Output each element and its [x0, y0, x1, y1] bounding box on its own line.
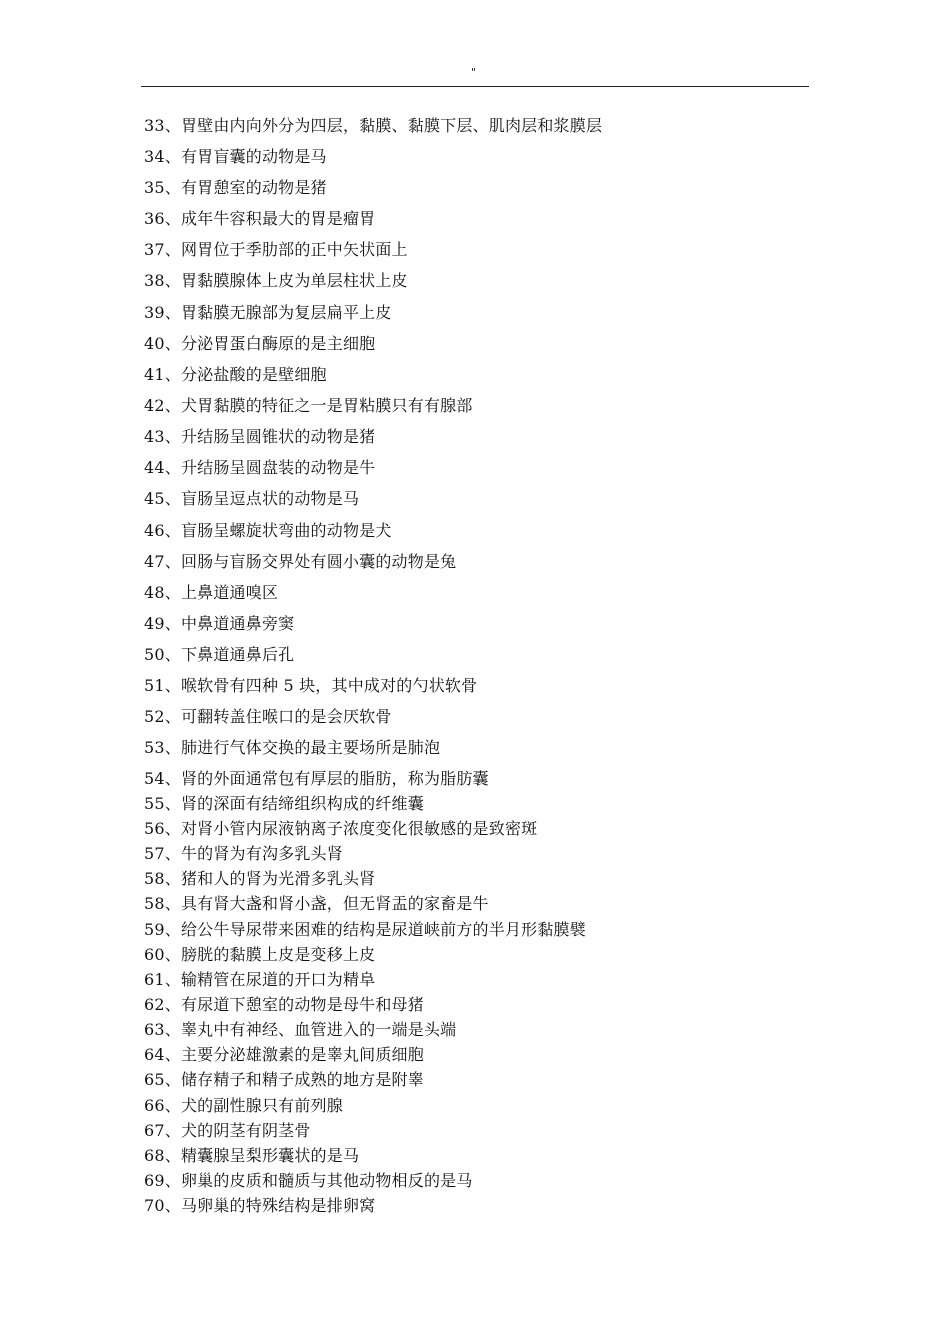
list-item: 36、成年牛容积最大的胃是瘤胃: [144, 209, 376, 228]
list-item: 39、胃黏膜无腺部为复层扁平上皮: [144, 303, 392, 322]
list-item: 42、犬胃黏膜的特征之一是胃粘膜只有有腺部: [144, 396, 473, 415]
header-rule: [141, 86, 809, 87]
list-item: 33、胃壁由内向外分为四层，黏膜、黏膜下层、肌肉层和浆膜层: [144, 116, 603, 135]
list-item: 58、具有肾大盏和肾小盏，但无肾盂的家畜是牛: [144, 894, 489, 913]
header-mark: ": [471, 66, 477, 79]
list-item: 52、可翻转盖住喉口的是会厌软骨: [144, 707, 392, 726]
list-item: 55、肾的深面有结缔组织构成的纤维囊: [144, 794, 424, 813]
list-item: 63、睾丸中有神经、血管进入的一端是头端: [144, 1020, 457, 1039]
list-item: 47、回肠与盲肠交界处有圆小囊的动物是兔: [144, 552, 457, 571]
list-item: 51、喉软骨有四种 5 块，其中成对的勺状软骨: [144, 676, 478, 695]
list-item: 69、卵巢的皮质和髓质与其他动物相反的是马: [144, 1171, 473, 1190]
list-item: 58、猪和人的肾为光滑多乳头肾: [144, 869, 376, 888]
list-item: 41、分泌盐酸的是壁细胞: [144, 365, 327, 384]
list-item: 59、给公牛导尿带来困难的结构是尿道峡前方的半月形黏膜襞: [144, 920, 586, 939]
list-item: 70、马卵巢的特殊结构是排卵窝: [144, 1196, 376, 1215]
list-item: 64、主要分泌雄激素的是睾丸间质细胞: [144, 1045, 424, 1064]
list-item: 53、肺进行气体交换的最主要场所是肺泡: [144, 738, 441, 757]
list-item: 38、胃黏膜腺体上皮为单层柱状上皮: [144, 271, 408, 290]
list-item: 46、盲肠呈螺旋状弯曲的动物是犬: [144, 521, 392, 540]
list-item: 62、有尿道下憩室的动物是母牛和母猪: [144, 995, 424, 1014]
list-item: 67、犬的阴茎有阴茎骨: [144, 1121, 311, 1140]
list-item: 48、上鼻道通嗅区: [144, 583, 279, 602]
list-item: 60、膀胱的黏膜上皮是变移上皮: [144, 945, 376, 964]
list-item: 65、储存精子和精子成熟的地方是附睾: [144, 1070, 424, 1089]
list-item: 34、有胃盲囊的动物是马: [144, 147, 327, 166]
list-item: 45、盲肠呈逗点状的动物是马: [144, 489, 360, 508]
list-item: 37、网胃位于季肋部的正中矢状面上: [144, 240, 408, 259]
list-item: 35、有胃憩室的动物是猪: [144, 178, 327, 197]
list-item: 43、升结肠呈圆锥状的动物是猪: [144, 427, 376, 446]
list-item: 68、精囊腺呈梨形囊状的是马: [144, 1146, 360, 1165]
list-item: 66、犬的副性腺只有前列腺: [144, 1096, 343, 1115]
list-item: 57、牛的肾为有沟多乳头肾: [144, 844, 343, 863]
list-item: 56、对肾小管内尿液钠离子浓度变化很敏感的是致密斑: [144, 819, 538, 838]
list-item: 61、输精管在尿道的开口为精阜: [144, 970, 376, 989]
list-item: 50、下鼻道通鼻后孔: [144, 645, 295, 664]
list-item: 54、肾的外面通常包有厚层的脂肪，称为脂肪囊: [144, 769, 489, 788]
list-item: 40、分泌胃蛋白酶原的是主细胞: [144, 334, 376, 353]
list-item: 44、升结肠呈圆盘装的动物是牛: [144, 458, 376, 477]
list-item: 49、中鼻道通鼻旁窦: [144, 614, 295, 633]
